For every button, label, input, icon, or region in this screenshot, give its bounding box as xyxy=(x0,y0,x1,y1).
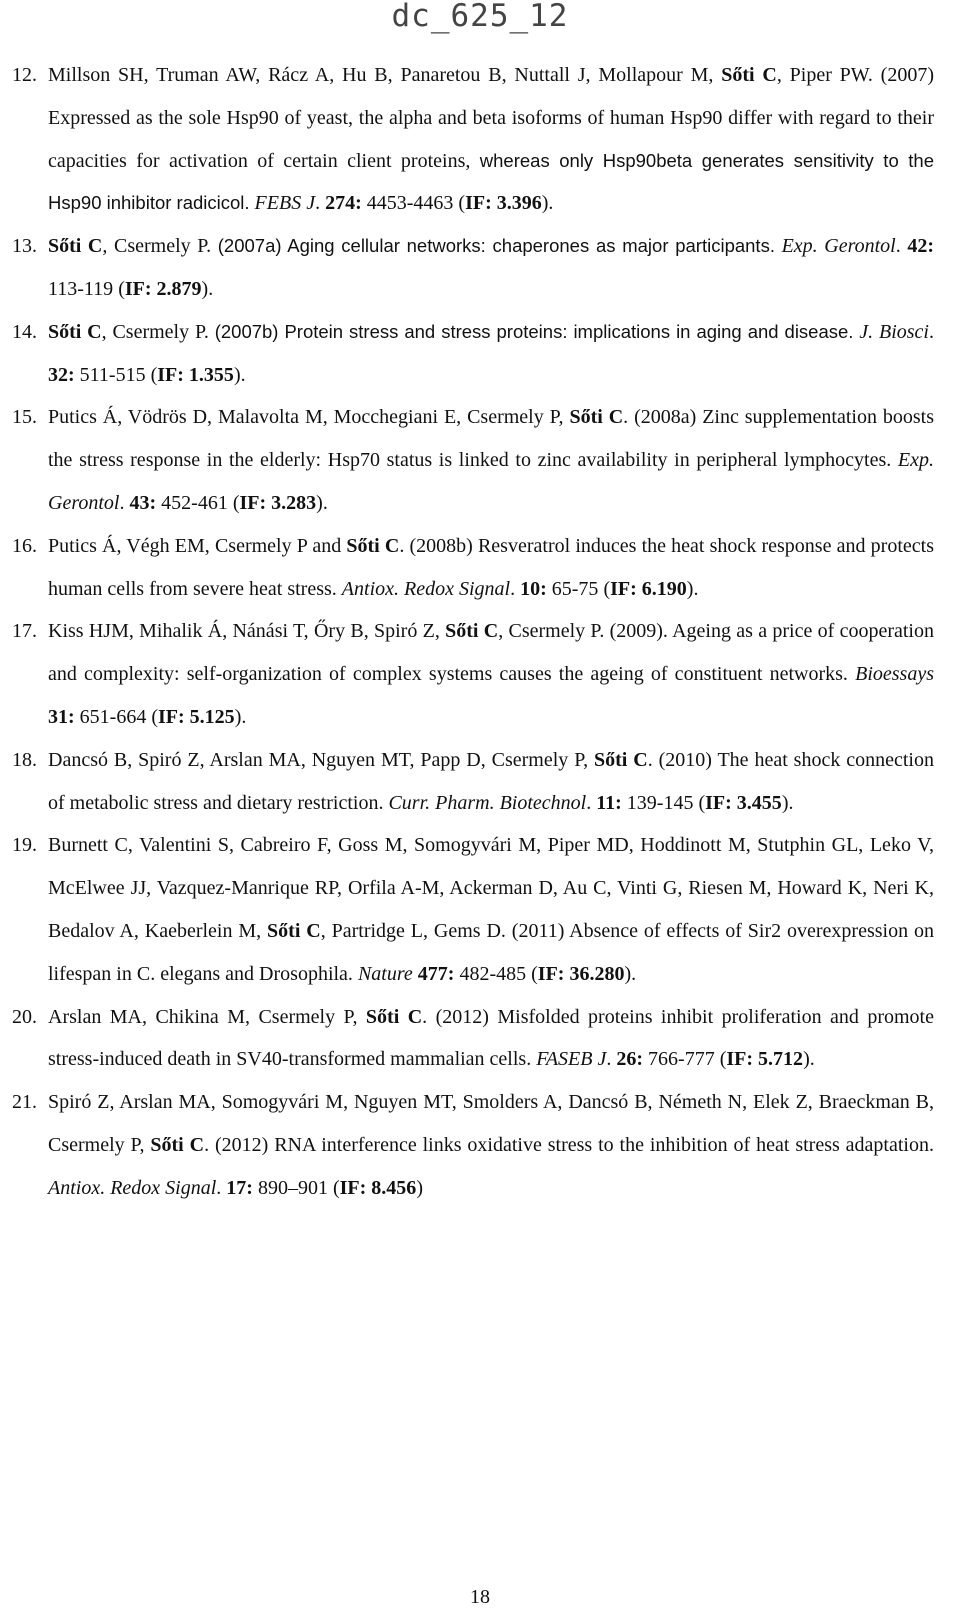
highlighted-author: Sőti C xyxy=(365,1005,423,1028)
reference-item: 19. Burnett C, Valentini S, Cabreiro F, Goss M, Somogyvári M, Piper MD, Hoddinott M, Stutphin GL, Leko V, McElwee JJ, Vazquez-Manrique RP, Orfila A-M, Ackerman D, Au C, Vinti G, Riesen M, Howard K, Neri K, Bedalov A, Kaeberlein M, Sőti C, Partridge L, Gems D. (2011) Absence of effects of Sir2 overexpression on lifespan in C. elegans and Drosophila. Nature 477: 482-485 (IF: 36.280). xyxy=(0,824,960,995)
reference-journal: FASEB J xyxy=(536,1048,607,1071)
reference-authors: Millson SH, Truman AW, Rácz A, Hu B, Panaretou B, Nuttall J, Mollapour M, xyxy=(48,64,722,86)
reference-pages: 511-515 xyxy=(74,363,151,386)
reference-number: 19. xyxy=(12,834,37,857)
reference-number: 15. xyxy=(12,406,37,429)
reference-number: 12. xyxy=(12,64,37,86)
reference-item: 13. Sőti C, Csermely P. (2007a) Aging cellular networks: chaperones as major participants. Exp. Gerontol. 42: 113-119 (IF: 2.879). xyxy=(0,225,960,311)
reference-authors: Kiss HJM, Mihalik Á, Nánási T, Őry B, Spiró Z, xyxy=(48,620,446,643)
highlighted-author: Sőti C xyxy=(721,64,777,86)
reference-authors-tail: . xyxy=(647,748,659,771)
impact-factor: IF: 2.879 xyxy=(124,277,202,300)
reference-list xyxy=(0,54,960,1210)
reference-authors-tail: , Csermely P. xyxy=(102,235,218,258)
reference-volume: 26: xyxy=(616,1048,644,1071)
reference-journal: Exp. Gerontol xyxy=(781,235,896,258)
reference-title: (2011) Absence of effects of Sir2 overexpression on lifespan in C. elegans and Drosophila. xyxy=(48,919,934,985)
reference-title: (2008a) Zinc supplementation boosts the stress response in the elderly: Hsp70 status is linked to zinc availability in peripheral lymphocytes. xyxy=(48,406,934,472)
reference-pages: 113-119 xyxy=(48,277,119,300)
reference-item: 20. Arslan MA, Chikina M, Csermely P, Sőti C. (2012) Misfolded proteins inhibit proliferation and promote stress-induced death in SV40-transformed mammalian cells. FASEB J. 26: 766-777 (IF: 5.712). xyxy=(0,996,960,1082)
impact-factor: IF: 3.396 xyxy=(465,192,542,215)
document-code-header: dc_625_12 xyxy=(391,0,569,34)
reference-journal: Bioessays xyxy=(855,663,934,686)
reference-journal: Curr. Pharm. Biotechnol xyxy=(388,791,587,814)
reference-volume: 32: xyxy=(48,363,75,386)
reference-authors-tail: , Csermely P. xyxy=(101,320,215,343)
reference-journal: Antiox. Redox Signal xyxy=(48,1176,217,1199)
reference-number: 18. xyxy=(12,748,37,771)
reference-authors: Putics Á, Vödrös D, Malavolta M, Mocchegiani E, Csermely P, xyxy=(48,406,570,429)
highlighted-author: Sőti C xyxy=(48,320,102,343)
reference-pages: 890–901 xyxy=(252,1176,333,1199)
impact-factor: IF: 5.125 xyxy=(158,705,235,728)
reference-volume: 10: xyxy=(520,577,547,600)
reference-authors-tail: , Piper PW. xyxy=(776,64,881,86)
reference-volume: 11: xyxy=(596,791,622,814)
impact-factor: IF: 36.280 xyxy=(537,962,625,985)
reference-authors-tail: . xyxy=(204,1133,215,1156)
reference-journal: Exp. Gerontol xyxy=(48,449,934,514)
reference-number: 21. xyxy=(12,1091,37,1114)
reference-pages: 651-664 xyxy=(74,705,152,728)
impact-factor: IF: 8.456 xyxy=(339,1176,417,1199)
reference-volume: 477: xyxy=(417,962,455,985)
reference-pages: 65-75 xyxy=(546,577,604,600)
reference-authors: Putics Á, Végh EM, Csermely P and xyxy=(48,534,347,557)
reference-number: 13. xyxy=(12,235,37,258)
impact-factor: IF: 6.190 xyxy=(610,577,687,600)
reference-volume: 42: xyxy=(907,235,935,258)
reference-item: 15. Putics Á, Vödrös D, Malavolta M, Mocchegiani E, Csermely P, Sőti C. (2008a) Zinc supplementation boosts the stress response in the elderly: Hsp70 status is linked to zinc availability in peripheral lymphocytes. Exp. Gerontol. 43: 452-461 (IF: 3.283). xyxy=(0,396,960,524)
reference-pages: 4453-4463 xyxy=(361,192,459,215)
highlighted-author: Sőti C xyxy=(445,620,499,643)
reference-pages: 482-485 xyxy=(454,962,532,985)
reference-item: 16. Putics Á, Végh EM, Csermely P and Sőti C. (2008b) Resveratrol induces the heat shock response and protects human cells from severe heat stress. Antiox. Redox Signal. 10: 65-75 (IF: 6.190). xyxy=(0,525,960,611)
reference-authors: Arslan MA, Chikina M, Csermely P, xyxy=(48,1005,366,1028)
impact-factor: IF: 1.355 xyxy=(157,363,234,386)
reference-item: 18. Dancsó B, Spiró Z, Arslan MA, Nguyen MT, Papp D, Csermely P, Sőti C. (2010) The heat shock connection of metabolic stress and dietary restriction. Curr. Pharm. Biotechnol. 11: 139-145 (IF: 3.455). xyxy=(0,739,960,825)
reference-title: (2012) RNA interference links oxidative stress to the inhibition of heat stress adaptation. xyxy=(214,1133,934,1156)
impact-factor: IF: 3.455 xyxy=(705,791,782,814)
reference-volume: 17: xyxy=(226,1176,253,1199)
reference-title: (2008b) Resveratrol induces the heat shock response and protects human cells from severe heat stress. xyxy=(48,534,934,600)
highlighted-author: Sőti C xyxy=(150,1133,205,1156)
reference-title: (2009). Ageing as a price of cooperation and complexity: self-organization of complex systems causes the ageing of constituent networks. xyxy=(48,620,934,686)
reference-authors: Spiró Z, Arslan MA, Somogyvári M, Nguyen MT, Smolders A, Dancsó B, Németh N, Elek Z, Braeckman B, Csermely P, xyxy=(48,1091,934,1156)
reference-volume: 43: xyxy=(129,491,157,514)
reference-item: 12. Millson SH, Truman AW, Rácz A, Hu B, Panaretou B, Nuttall J, Mollapour M, Sőti C, Piper PW. (2007) Expressed as the sole Hsp90 of yeast, the alpha and beta isoforms of human Hsp90 differ with regard to their capacities for activation of certain client proteins, whereas only Hsp90beta generates sensitivity to the Hsp90 inhibitor radicicol. FEBS J. 274: 4453-4463 (IF: 3.396). xyxy=(0,54,960,225)
highlighted-author: Sőti C xyxy=(346,534,400,557)
reference-journal: Antiox. Redox Signal xyxy=(341,577,511,600)
reference-number: 20. xyxy=(12,1005,37,1028)
reference-pages: 766-777 xyxy=(643,1048,720,1071)
impact-factor: IF: 5.712 xyxy=(726,1048,804,1071)
highlighted-author: Sőti C xyxy=(594,748,648,771)
reference-authors-tail: , Csermely P. xyxy=(498,620,610,643)
reference-authors-tail: , Partridge L, Gems D. xyxy=(320,919,512,942)
reference-item: 21. Spiró Z, Arslan MA, Somogyvári M, Nguyen MT, Smolders A, Dancsó B, Németh N, Elek Z, Braeckman B, Csermely P, Sőti C. (2012) RNA interference links oxidative stress to the inhibition of heat stress adaptation. Antiox. Redox Signal. 17: 890–901 (IF: 8.456) xyxy=(0,1081,960,1209)
reference-volume: 31: xyxy=(48,705,75,728)
reference-title: Expressed as the sole Hsp90 of yeast, the alpha and beta isoforms of human Hsp90 differ with regard to their capacities for activation of certain client proteins, xyxy=(48,106,934,172)
reference-item: 17. Kiss HJM, Mihalik Á, Nánási T, Őry B, Spiró Z, Sőti C, Csermely P. (2009). Ageing as a price of cooperation and complexity: self-organization of complex systems causes the ageing of constituent networks. Bioessays 31: 651-664 (IF: 5.125). xyxy=(0,610,960,738)
reference-journal: J. Biosci xyxy=(859,320,929,343)
reference-volume: 274: xyxy=(325,192,362,215)
highlighted-author: Sőti C xyxy=(267,919,321,942)
reference-journal: Nature xyxy=(357,962,413,985)
reference-title: (2007a) Aging cellular networks: chaperones as major participants. xyxy=(217,235,775,257)
reference-authors-tail: . xyxy=(422,1005,436,1028)
reference-year: (2007) xyxy=(880,64,934,86)
reference-journal: FEBS J xyxy=(254,192,316,215)
reference-title: (2010) The heat shock connection of metabolic stress and dietary restriction. xyxy=(48,748,934,814)
highlighted-author: Sőti C xyxy=(48,235,103,258)
reference-title-tail: whereas only Hsp90beta generates sensitivity to the Hsp90 inhibitor radicicol. xyxy=(48,149,934,214)
highlighted-author: Sőti C xyxy=(569,406,624,429)
reference-pages: 139-145 xyxy=(621,791,699,814)
impact-factor: IF: 3.283 xyxy=(239,491,317,514)
reference-number: 14. xyxy=(12,320,37,343)
reference-authors-tail: . xyxy=(623,406,635,429)
reference-number: 17. xyxy=(12,620,37,643)
reference-pages: 452-461 xyxy=(156,491,233,514)
page-number: 18 xyxy=(470,1586,490,1608)
reference-authors-tail: . xyxy=(399,534,410,557)
reference-authors: Burnett C, Valentini S, Cabreiro F, Goss M, Somogyvári M, Piper MD, Hoddinott M, Stutphin GL, Leko V, McElwee JJ, Vazquez-Manrique RP, Orfila A-M, Ackerman D, Au C, Vinti G, Riesen M, Howard K, Neri K, Bedalov A, Kaeberlein M, xyxy=(48,834,934,942)
reference-number: 16. xyxy=(12,534,37,557)
reference-title: (2012) Misfolded proteins inhibit proliferation and promote stress-induced death in SV40-transformed mammalian cells. xyxy=(48,1005,934,1071)
reference-title: (2007b) Protein stress and stress proteins: implications in aging and disease. xyxy=(214,320,854,342)
reference-authors: Dancsó B, Spiró Z, Arslan MA, Nguyen MT, Papp D, Csermely P, xyxy=(48,748,594,771)
reference-item: 14. Sőti C, Csermely P. (2007b) Protein stress and stress proteins: implications in aging and disease. J. Biosci. 32: 511-515 (IF: 1.355). xyxy=(0,311,960,397)
